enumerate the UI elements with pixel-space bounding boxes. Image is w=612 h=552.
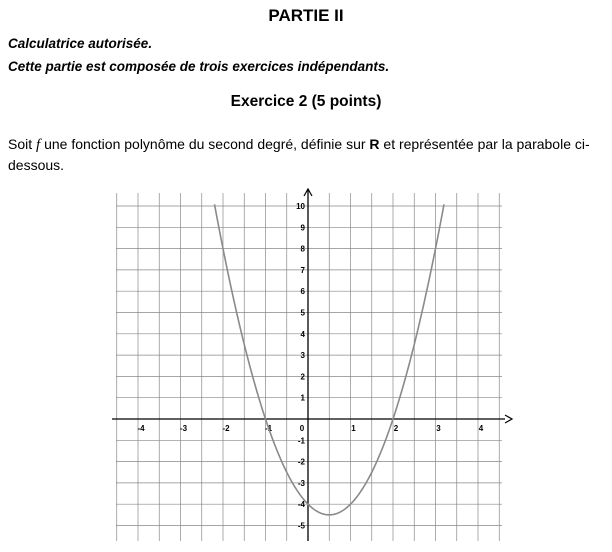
- set-name: R: [369, 136, 380, 152]
- statement-start: Soit: [8, 136, 37, 152]
- y-tick-label: -2: [297, 457, 305, 467]
- function-name: f: [36, 137, 41, 153]
- x-tick-label: 4: [478, 424, 484, 433]
- calculator-note: Calculatrice autorisée.: [8, 36, 153, 51]
- y-tick-label: 1: [300, 393, 305, 403]
- x-tick-label: 0: [299, 424, 305, 433]
- y-tick-label: 8: [300, 244, 305, 254]
- part-title: PARTIE II: [268, 6, 344, 25]
- x-tick-label: 2: [393, 424, 399, 433]
- x-tick-label: 3: [436, 424, 441, 433]
- structure-note: Cette partie est composée de trois exercices indépendants.: [8, 59, 390, 74]
- y-tick-label: 5: [300, 308, 305, 318]
- y-tick-label: 10: [296, 202, 305, 211]
- x-tick-label: -3: [179, 424, 188, 433]
- y-tick-label: 6: [300, 287, 305, 297]
- grid: [116, 193, 502, 541]
- y-tick-label: 7: [300, 265, 305, 275]
- y-tick-label: -1: [297, 436, 305, 446]
- statement-end: et représentée par la parabole ci-dessous.: [8, 136, 590, 173]
- x-axis-arrow: [505, 415, 512, 423]
- exercise-title: Exercice 2 (5 points): [230, 93, 382, 110]
- x-tick-label: -4: [137, 424, 145, 433]
- y-tick-label: 4: [300, 329, 305, 339]
- y-tick-label: 3: [300, 351, 305, 361]
- x-tick-label: -1: [264, 424, 273, 433]
- y-tick-label: 2: [300, 372, 305, 382]
- x-tick-label: -2: [222, 424, 230, 433]
- x-tick-label: 1: [351, 424, 356, 433]
- y-tick-label: 9: [300, 223, 305, 233]
- y-tick-label: -3: [297, 478, 305, 488]
- statement-middle: une fonction polynôme du second degré, définie sur: [40, 136, 370, 152]
- y-tick-label: -5: [297, 521, 305, 531]
- y-tick-label: -4: [297, 500, 305, 510]
